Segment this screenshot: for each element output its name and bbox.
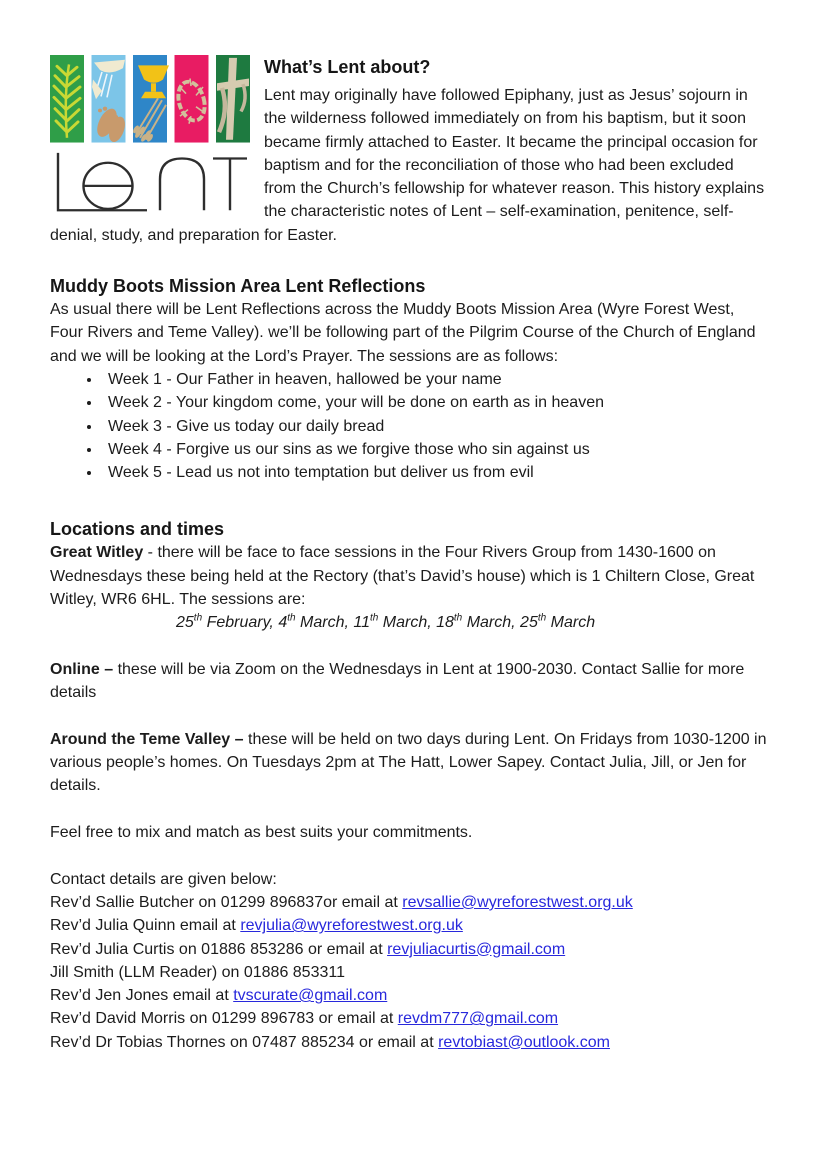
contact-text: Jill Smith (LLM Reader) on 01886 853311 [50, 963, 345, 981]
contact-text: Rev’d Julia Quinn email at [50, 917, 241, 935]
email-link[interactable]: revtobiast@outlook.com [438, 1033, 610, 1051]
great-witley-lead: Great Witley [50, 544, 144, 562]
about-heading: What’s Lent about? [264, 57, 431, 77]
lent-logo [50, 55, 250, 215]
contacts-intro: Contact details are given below: [50, 870, 277, 888]
online-para [50, 658, 768, 705]
about-body: Lent may originally have followed Epiphany, just as Jesus’ sojourn in the wilderness followed immediately on from his baptism, but it soon became firmly attached to Easter. It became the principal occasion for baptism and for the reconciliation of those who had been excluded from the Church’s fellowship for whatever reason. This history explains the characteristic notes of Lent – self-examination, penitence, self-denial, study, and preparation for Easter. [50, 87, 765, 244]
email-link[interactable]: revsallie@wyreforestwest.org.uk [402, 893, 633, 911]
week-bullet-item: • Week 3 - Give us today our daily bread [102, 415, 768, 438]
session-date: 18th March, [436, 613, 521, 632]
week-bullet-item: • Week 4 - Forgive us our sins as we forgive those who sin against us [102, 438, 768, 461]
online-lead: Online – [50, 660, 114, 678]
section-about [50, 55, 768, 247]
session-date: 11th March, [353, 613, 437, 632]
contact-text: Rev’d Jen Jones email at [50, 987, 234, 1005]
locations-heading: Locations and times [50, 519, 225, 540]
mix-note: Feel free to mix and match as best suits your commitments. [50, 824, 473, 842]
reflections-intro: As usual there will be Lent Reflections across the Muddy Boots Mission Area (Wyre Forest West, Four Rivers and Teme Valley). we’ll be following part of the Pilgrim Course of the Church of England and we will be looking at the Lord’s Prayer. The sessions are as follows: [50, 301, 756, 365]
contact-text: Rev’d David Morris on 01299 896783 or email at [50, 1010, 398, 1028]
contact-text: Rev’d Sallie Butcher on 01299 896837or email at [50, 893, 403, 911]
contact-line [50, 914, 768, 937]
cross-shroud-panel [216, 55, 250, 143]
session-date: 25th March [520, 613, 596, 632]
week-bullet-item: • Week 1 - Our Father in heaven, hallowed be your name [102, 368, 768, 391]
teme-valley-para [50, 728, 768, 798]
contact-line [50, 984, 768, 1007]
palm-branch-panel [50, 55, 84, 143]
online-text: these will be via Zoom on the Wednesdays in Lent at 1900-2030. Contact Sallie for more details [50, 660, 745, 702]
contact-text: Rev’d Dr Tobias Thornes on 07487 885234 or email at [50, 1033, 439, 1051]
week-bullet-item: • Week 5 - Lead us not into temptation but deliver us from evil [102, 461, 768, 484]
contact-line [50, 1007, 768, 1030]
teme-valley-text: these will be held on two days during Lent. On Fridays from 1030-1200 in various people’s homes. On Tuesdays 2pm at The Hatt, Lower Sapey. Contact Julia, Jill, or Jen for details. [50, 730, 767, 795]
great-witley-para [50, 541, 768, 611]
lent-logo-graphic [50, 55, 250, 215]
session-date: 4th March, [278, 613, 354, 632]
contact-line [50, 938, 768, 961]
email-link[interactable]: revjulia@wyreforestwest.org.uk [240, 917, 463, 935]
foot-washing-panel [92, 55, 128, 144]
session-dates [50, 611, 768, 634]
contact-line [50, 961, 768, 984]
email-link[interactable]: revdm777@gmail.com [397, 1010, 559, 1028]
contact-line [50, 1031, 768, 1054]
crown-of-thorns-panel [174, 55, 208, 143]
email-link[interactable]: revjuliacurtis@gmail.com [387, 940, 566, 958]
teme-valley-lead: Around the Teme Valley – [50, 730, 244, 748]
week-bullet-item: • Week 2 - Your kingdom come, your will be done on earth as in heaven [102, 391, 768, 414]
contact-list [50, 891, 768, 1054]
contact-line [50, 891, 768, 914]
weeks-list [50, 368, 768, 484]
chalice-wheat-panel [132, 55, 169, 143]
lent-wordmark [58, 153, 247, 210]
reflections-heading: Muddy Boots Mission Area Lent Reflections [50, 276, 426, 297]
session-date: 25th February, [176, 613, 279, 632]
great-witley-text: - there will be face to face sessions in the Four Rivers Group from 1430-1600 on Wednesdays these being held at the Rectory (that’s David’s house) which is 1 Chiltern Close, Great Witley, WR6 6HL. The sessions are: [50, 544, 755, 609]
contact-text: Rev’d Julia Curtis on 01886 853286 or email at [50, 940, 388, 958]
email-link[interactable]: tvscurate@gmail.com [233, 987, 388, 1005]
